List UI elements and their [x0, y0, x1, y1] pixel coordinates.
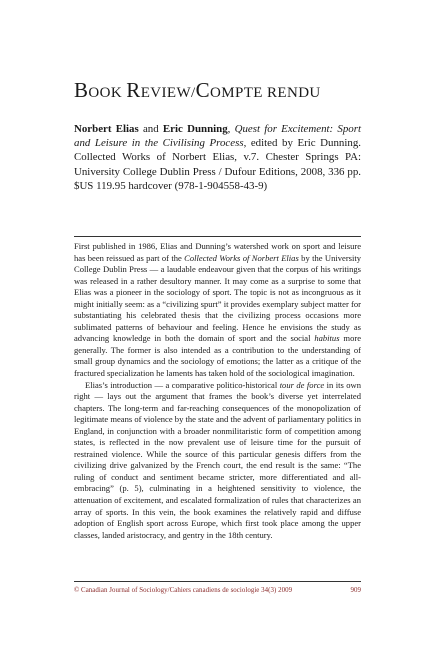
- italic-term: habitus: [314, 333, 340, 344]
- page-number: 909: [350, 587, 361, 594]
- author-name: Norbert Elias: [74, 123, 139, 135]
- publication-details: , edited by Eric Dunning. Collected Works of Norbert Elias, v.7. Chester Springs PA: University College Dublin Press / Dufour Editions, 2008, 336 pp. $US 119.95 hardcover (978-1-904558-43-9): [74, 137, 361, 192]
- paragraph: Elias’s introduction — a comparative politico-historical tour de force in its own right — lays out the argument that frames the book’s diverse yet interrelated chapters. The long-term and far-reaching consequences of the monopolization of legitimate means of violence by the state and the advent of parliamentary politics in England, in conjunction with a broader nonmilitaristic form of competition among states, is reflected in the now prevalent use of leisure time for the pursuit of restrained violence. While the source of this particular genesis differs from the civilizing drive galvanized by the French court, the end result is the same: “The ruling of conduct and sentiment became stricter, more differentiated and all-embracing” (p. 5), culminating in a heightened sensitivity to violence, the attenuation of excitement, and escalated formalization of rules that characterizes an array of sports. In this vein, the book examines the relatively rapid and diffuse adoption of English sport across Europe, which first took place among the upper classes, landed aristocracy, and gentry in the 18th century.: [74, 379, 361, 540]
- citation-separator: ,: [227, 123, 235, 135]
- title-part-eview: EVIEW/: [140, 85, 196, 101]
- page-footer: [74, 587, 361, 594]
- italic-term: tour de force: [279, 379, 325, 390]
- bottom-divider: [74, 581, 361, 582]
- top-divider: [74, 236, 361, 237]
- paragraph: First published in 1986, Elias and Dunning’s watershed work on sport and leisure has been reissued as part of the Collected Works of Norbert Elias by the University College Dublin Press — a laudable endeavour given that the corpus of his writings was released in a rather desultory manner. It may come as a surprise to some that Elias was a pioneer in the sociology of sport. The topic is not as incongruous as it might initially seem: as a “civilizing spurt” it provides exemplary subject matter for substantiating his celebrated thesis that the civilizing process occasions more sublimated patterns of behaviour and feeling. Hence he envisions the study as advancing knowledge in both the domain of sport and the social habitus more generally. The former is also intended as a contribution to the understanding of small group dynamics and the sociology of emotions; the latter as a critique of the fractured specialization he laments has taken hold of the sociological imagination.: [74, 241, 362, 379]
- book-title: Quest for Excitement: Sport and Leisure in the Civilising Process: [74, 123, 362, 150]
- citation-conjunction: and: [138, 123, 163, 135]
- italic-title: Collected Works of Norbert Elias: [184, 252, 299, 263]
- title-part-ompte: OMPTE RENDU: [210, 85, 321, 101]
- title-initial-r: R: [126, 78, 141, 102]
- author-name: Eric Dunning: [162, 123, 228, 135]
- review-body: [74, 241, 361, 541]
- section-title: [74, 78, 321, 103]
- journal-citation: © Canadian Journal of Sociology/Cahiers canadiens de sociologie 34(3) 2009: [74, 587, 293, 594]
- book-citation: [74, 122, 361, 193]
- title-part-ook: OOK: [88, 85, 127, 101]
- title-initial-b: B: [74, 78, 89, 102]
- title-initial-c: C: [195, 78, 211, 102]
